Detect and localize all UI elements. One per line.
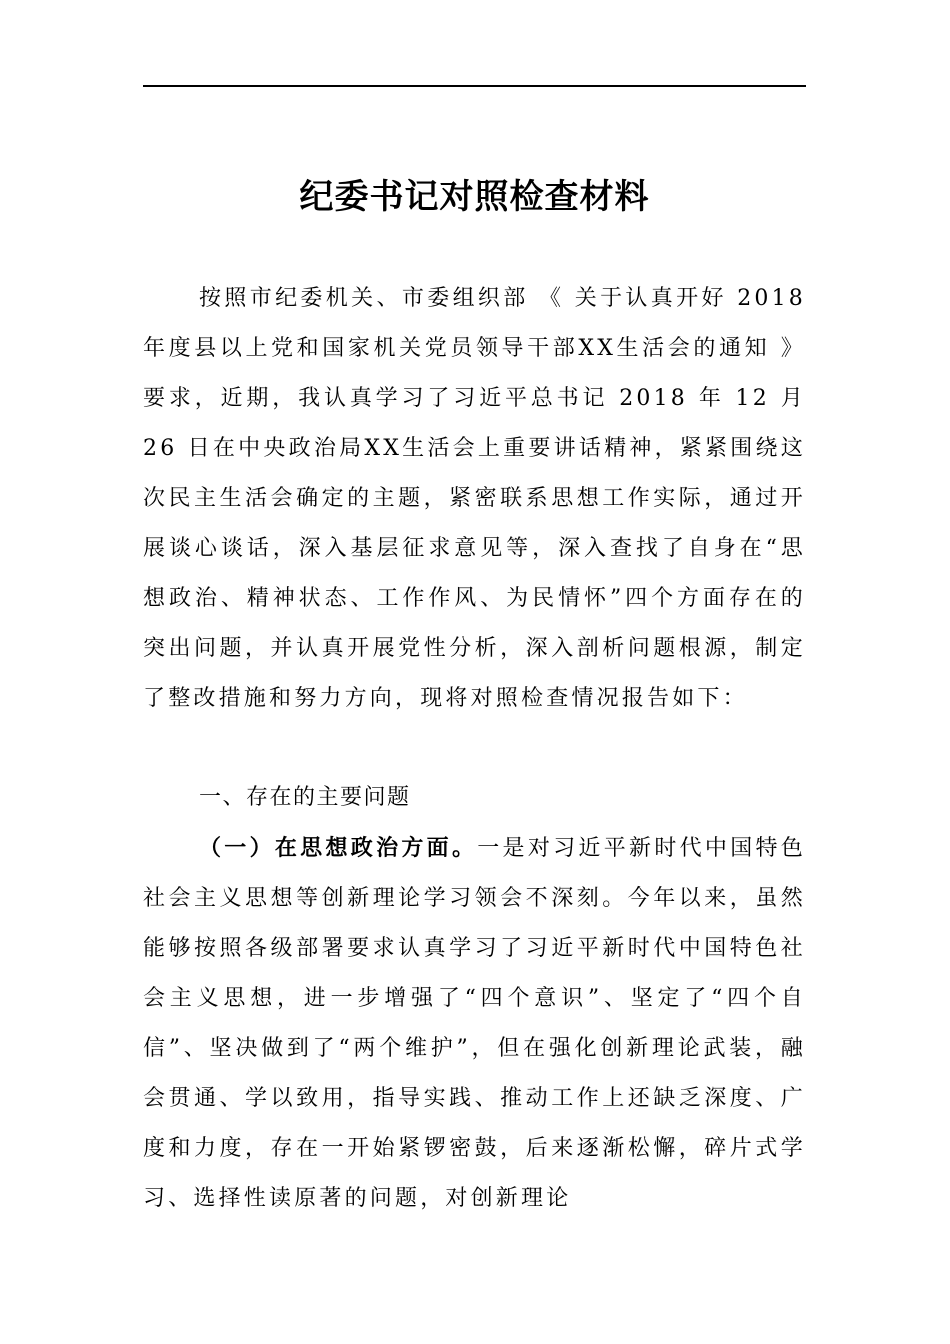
subsection-paragraph bbox=[143, 824, 806, 1224]
section-heading: 一、存在的主要问题 bbox=[199, 785, 411, 810]
subsection-body: 一是对习近平新时代中国特色社会主义思想等创新理论学习领会不深刻。今年以来，虽然能够按照各级部署要求认真学习了习近平新时代中国特色社会主义思想，进一步增强了“四个意识”、坚定了“四个自信”、坚决做到了“两个维护”，但在强化创新理论武装，融会贯通、学以致用，指导实践、推动工作上还缺乏深度、广度和力度，存在一开始紧锣密鼓，后来逐渐松懈，碎片式学习、选择性读原著的问题，对创新理论 bbox=[143, 836, 806, 1211]
document-title: 纪委书记对照检查材料 bbox=[299, 177, 650, 217]
header-rule bbox=[143, 85, 806, 87]
subsection-lead: （一）在思想政治方面。 bbox=[199, 836, 478, 861]
intro-paragraph: 按照市纪委机关、市委组织部 《 关于认真开好 2018 年度县以上党和国家机关党员领导干部XX生活会的通知 》要求，近期，我认真学习了习近平总书记 2018 年 12 月 26 日在中央政治局XX生活会上重要讲话精神，紧紧围绕这次民主生活会确定的主题，紧密联系思想工作实际，通过开展谈心谈话，深入基层征求意见等，深入查找了自身在“思想政治、精神状态、工作作风、为民情怀”四个方面存在的突出问题，并认真开展党性分析，深入剖析问题根源，制定了整改措施和努力方向，现将对照检查情况报告如下： bbox=[143, 286, 806, 711]
